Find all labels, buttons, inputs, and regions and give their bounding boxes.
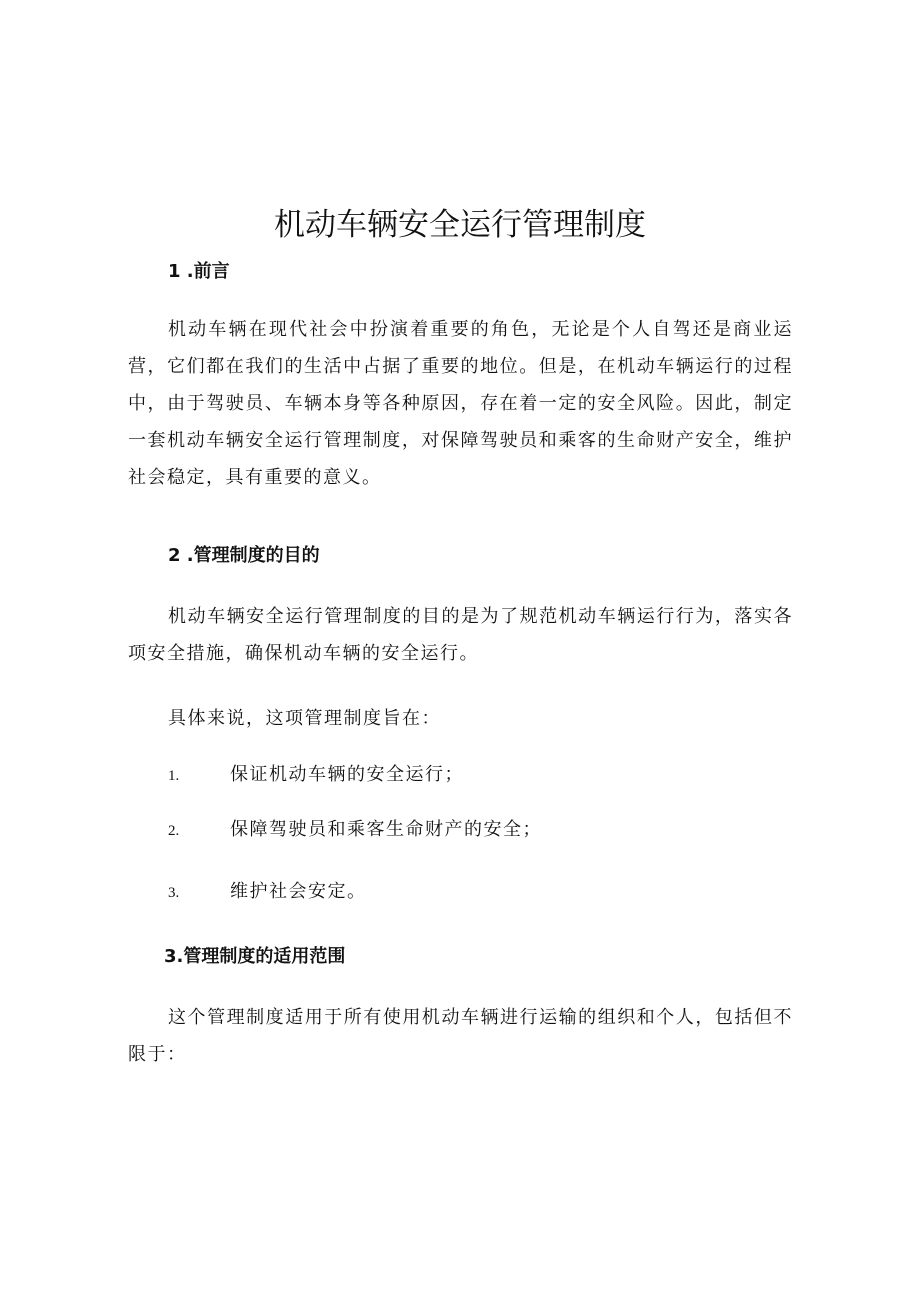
paragraph-scope: 这个管理制度适用于所有使用机动车辆进行运输的组织和个人，包括但不限于： — [128, 1007, 793, 1065]
list-item — [168, 760, 464, 791]
section-heading-purpose: 2 .管理制度的目的 — [168, 545, 320, 566]
paragraph-preface: 机动车辆在现代社会中扮演着重要的角色，无论是个人自驾还是商业运营，它们都在我们的生活中占据了重要的地位。但是，在机动车辆运行的过程中，由于驾驶员、车辆本身等各种原因，存在着一定的安全风险。因此，制定一套机动车辆安全运行管理制度，对保障驾驶员和乘客的生命财产安全，维护社会稳定，具有重要的意义。 — [128, 319, 793, 488]
list-text: 保障驾驶员和乘客生命财产的安全； — [230, 819, 542, 840]
document-title: 机动车辆安全运行管理制度 — [274, 207, 646, 243]
list-text: 维护社会安定。 — [230, 881, 367, 902]
list-item — [168, 877, 367, 908]
section-heading-preface: 1 .前言 — [168, 261, 230, 282]
paragraph-purpose: 机动车辆安全运行管理制度的目的是为了规范机动车辆运行行为，落实各项安全措施，确保机动车辆的安全运行。 — [128, 606, 793, 664]
list-item — [168, 815, 542, 846]
list-text: 保证机动车辆的安全运行； — [230, 764, 464, 785]
list-number: 3. — [168, 885, 180, 901]
section-heading-scope: 3.管理制度的适用范围 — [164, 946, 346, 967]
list-number: 1. — [168, 768, 180, 784]
list-number: 2. — [168, 823, 180, 839]
paragraph-specifically: 具体来说，这项管理制度旨在： — [168, 708, 441, 729]
